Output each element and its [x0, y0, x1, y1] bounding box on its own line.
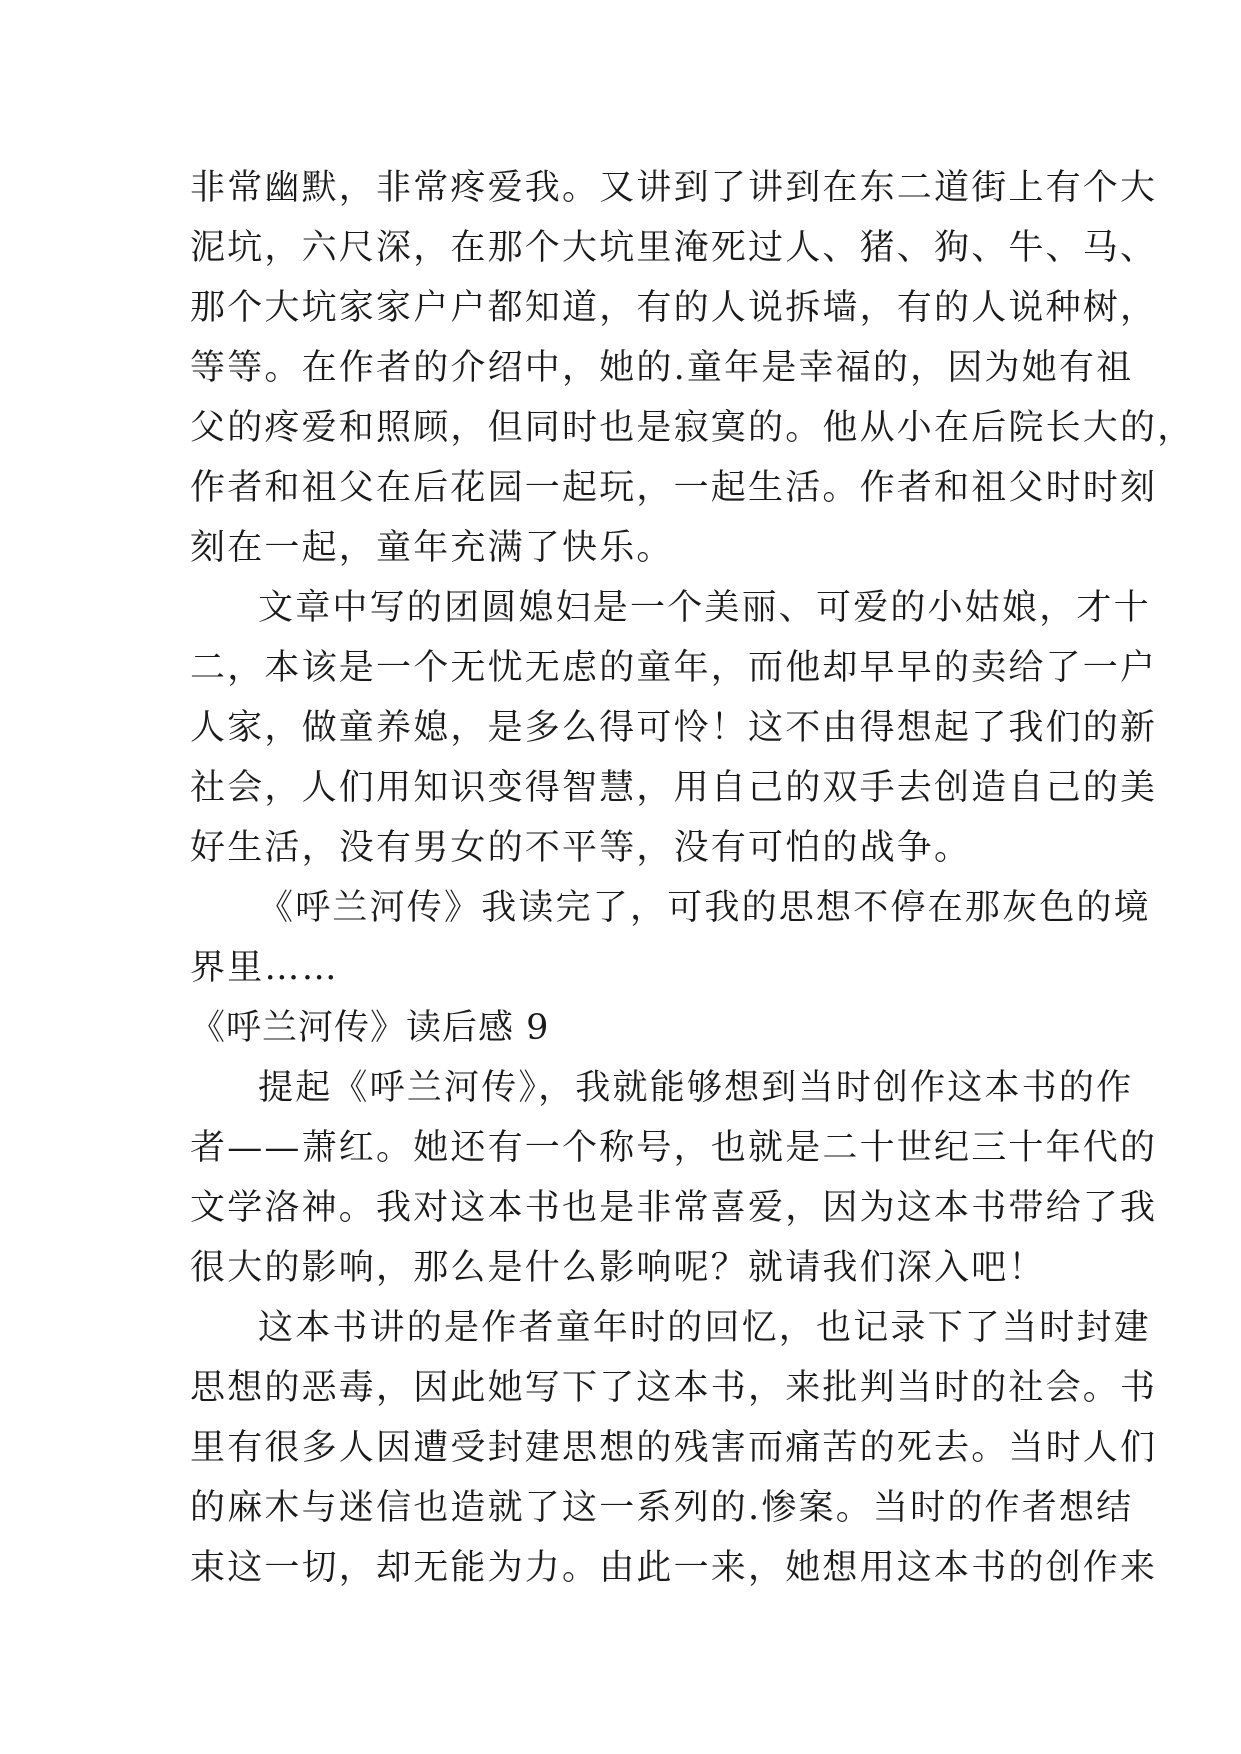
- text-line: 人家，做童养媳，是多么得可怜！这不由得想起了我们的新: [190, 708, 1158, 748]
- text-line: 作者和祖父在后花园一起玩，一起生活。作者和祖父时时刻: [190, 468, 1158, 508]
- paragraph-start-line: 提起《呼兰河传》，我就能够想到当时创作这本书的作: [258, 1068, 1134, 1108]
- text-line: 非常幽默，非常疼爱我。又讲到了讲到在东二道街上有个大: [190, 168, 1158, 208]
- text-line: 那个大坑家家户户都知道，有的人说拆墙，有的人说种树，: [190, 288, 1158, 328]
- text-line: 社会，人们用知识变得智慧，用自己的双手去创造自己的美: [190, 768, 1158, 808]
- text-line: 父的疼爱和照顾，但同时也是寂寞的。他从小在后院长大的，: [190, 408, 1195, 448]
- text-line: 界里……: [190, 948, 339, 988]
- text-line: 束这一切，却无能为力。由此一来，她想用这本书的创作来: [190, 1548, 1158, 1588]
- document-body: [190, 158, 1195, 1598]
- text-line: 刻在一起，童年充满了快乐。: [190, 528, 674, 568]
- text-line: 等等。在作者的介绍中，她的.童年是幸福的，因为她有祖: [190, 348, 1134, 388]
- text-line: 者——萧红。她还有一个称号，也就是二十世纪三十年代的: [190, 1128, 1158, 1168]
- paragraph-start-line: 《呼兰河传》我读完了，可我的思想不停在那灰色的境: [258, 888, 1151, 928]
- text-line: 好生活，没有男女的不平等，没有可怕的战争。: [190, 828, 972, 868]
- text-line: 思想的恶毒，因此她写下了这本书，来批判当时的社会。书: [190, 1368, 1158, 1408]
- paragraph-start-line: 文章中写的团圆媳妇是一个美丽、可爱的小姑娘，才十: [258, 588, 1151, 628]
- text-line: 二，本该是一个无忧无虑的童年，而他却早早的卖给了一户: [190, 648, 1158, 688]
- paragraph-start-line: 这本书讲的是作者童年时的回忆，也记录下了当时封建: [258, 1308, 1151, 1348]
- text-line: 里有很多人因遭受封建思想的残害而痛苦的死去。当时人们: [190, 1428, 1158, 1468]
- text-line: 泥坑，六尺深，在那个大坑里淹死过人、猪、狗、牛、马、: [190, 228, 1158, 268]
- section-heading: 《呼兰河传》读后感 9: [190, 1008, 550, 1048]
- text-line: 文学洛神。我对这本书也是非常喜爱，因为这本书带给了我: [190, 1188, 1158, 1228]
- text-line: 的麻木与迷信也造就了这一系列的.惨案。当时的作者想结: [190, 1488, 1134, 1528]
- text-line: 很大的影响，那么是什么影响呢？就请我们深入吧！: [190, 1248, 1046, 1288]
